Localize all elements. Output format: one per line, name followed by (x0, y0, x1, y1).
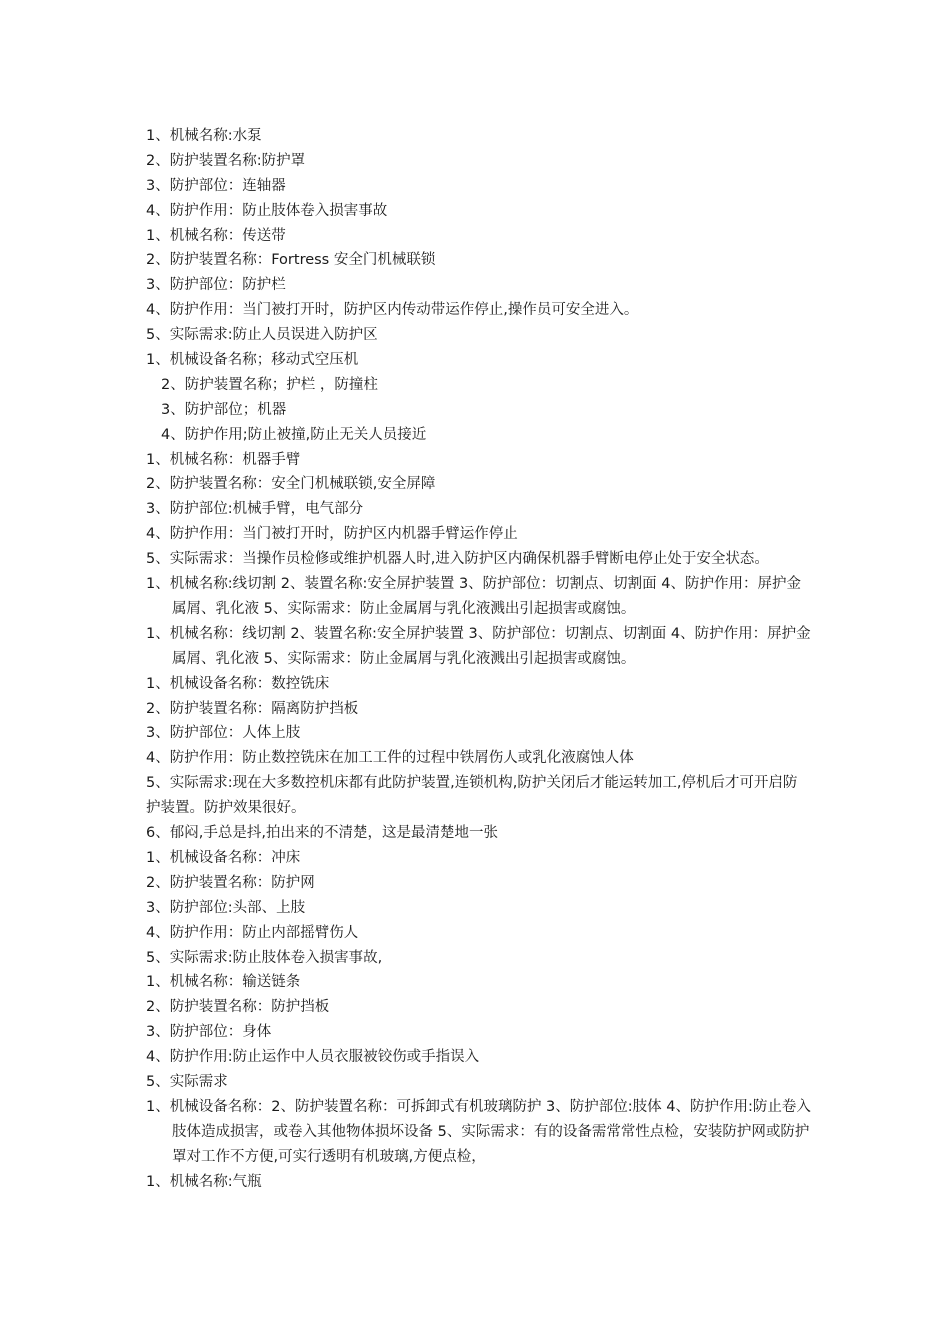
text-line: 5、实际需求:防止肢体卷入损害事故, (146, 949, 383, 966)
text-line: 2、防护装置名称；护栏 ，防撞柱 (161, 376, 378, 393)
text-line: 3、防护部位：连轴器 (146, 177, 286, 194)
text-line: 4、防护作用:防止运作中人员衣服被铰伤或手指误入 (146, 1049, 480, 1066)
text-line: 4、防护作用：防止内部摇臂伤人 (146, 924, 359, 941)
text-line: 2、防护装置名称：防护网 (146, 874, 315, 891)
text-line: 1、机械设备名称：2、防护装置名称：可拆卸式有机玻璃防护 3、防护部位:肢体 4、防护作用:防止卷入肢体造成损害，或卷入其他物体损坏设备 5、实际需求：有的设备需常常性点检，安装防护网或防护罩对工作不方便,可实行透明有机玻璃,方便点检， (146, 1098, 811, 1165)
text-line: 2、防护装置名称：隔离防护挡板 (146, 700, 359, 717)
text-line: 5、实际需求：当操作员检修或维护机器人时,进入防护区内确保机器手臂断电停止处于安全状态。 (146, 551, 769, 568)
text-line: 2、防护装置名称：安全门机械联锁,安全屏障 (146, 476, 436, 493)
text-line: 5、实际需求:防止人员误进入防护区 (146, 327, 378, 344)
text-line: 3、防护部位；机器 (161, 401, 287, 418)
text-line: 4、防护作用：当门被打开时，防护区内传动带运作停止,操作员可安全进入。 (146, 302, 639, 319)
text-line: 1、机械设备名称：冲床 (146, 849, 301, 866)
text-line: 1、机械名称：线切割 2、装置名称:安全屏护装置 3、防护部位：切割点、切割面 4、防护作用：屏护金属屑、乳化液 5、实际需求：防止金属屑与乳化液溅出引起损害或腐蚀。 (146, 625, 811, 667)
text-line: 1、机械名称:水泵 (146, 128, 262, 144)
document-body (146, 124, 811, 1194)
text-line: 1、机械名称:线切割 2、装置名称:安全屏护装置 3、防护部位：切割点、切割面 4、防护作用：屏护金属屑、乳化液 5、实际需求：防止金属屑与乳化液溅出引起损害或腐蚀。 (146, 576, 801, 617)
text-line: 1、机械设备名称：数控铣床 (146, 675, 330, 692)
text-line: 2、防护装置名称:防护罩 (146, 152, 306, 169)
text-line: 1、机械设备名称；移动式空压机 (146, 352, 359, 369)
text-line: 2、防护装置名称：Fortress 安全门机械联锁 (146, 252, 436, 269)
text-line: 4、防护作用;防止被撞,防止无关人员接近 (161, 426, 427, 443)
text-line: 2、防护装置名称：防护挡板 (146, 999, 330, 1016)
text-line: 3、防护部位：身体 (146, 1024, 272, 1041)
text-line: 5、实际需求:现在大多数控机床都有此防护装置,连锁机构,防护关闭后才能运转加工,停机后才可开启防护装置。防护效果很好。 (146, 775, 798, 817)
text-line: 4、防护作用：防止肢体卷入损害事故 (146, 202, 388, 219)
text-line: 4、防护作用：当门被打开时，防护区内机器手臂运作停止 (146, 526, 518, 543)
text-line: 1、机械名称：输送链条 (146, 974, 301, 991)
text-line: 1、机械名称:气瓶 (146, 1173, 262, 1190)
text-line: 6、郁闷,手总是抖,拍出来的不清楚，这是最清楚地一张 (146, 825, 498, 842)
text-line: 3、防护部位：防护栏 (146, 277, 286, 294)
text-line: 3、防护部位：人体上肢 (146, 725, 301, 742)
text-line: 3、防护部位:头部、上肢 (146, 899, 306, 916)
text-line: 1、机械名称：传送带 (146, 227, 286, 244)
text-line: 5、实际需求 (146, 1073, 228, 1090)
text-line: 1、机械名称：机器手臂 (146, 451, 301, 468)
text-line: 3、防护部位:机械手臂，电气部分 (146, 501, 364, 518)
text-line: 4、防护作用：防止数控铣床在加工工件的过程中铁屑伤人或乳化液腐蚀人体 (146, 750, 634, 767)
